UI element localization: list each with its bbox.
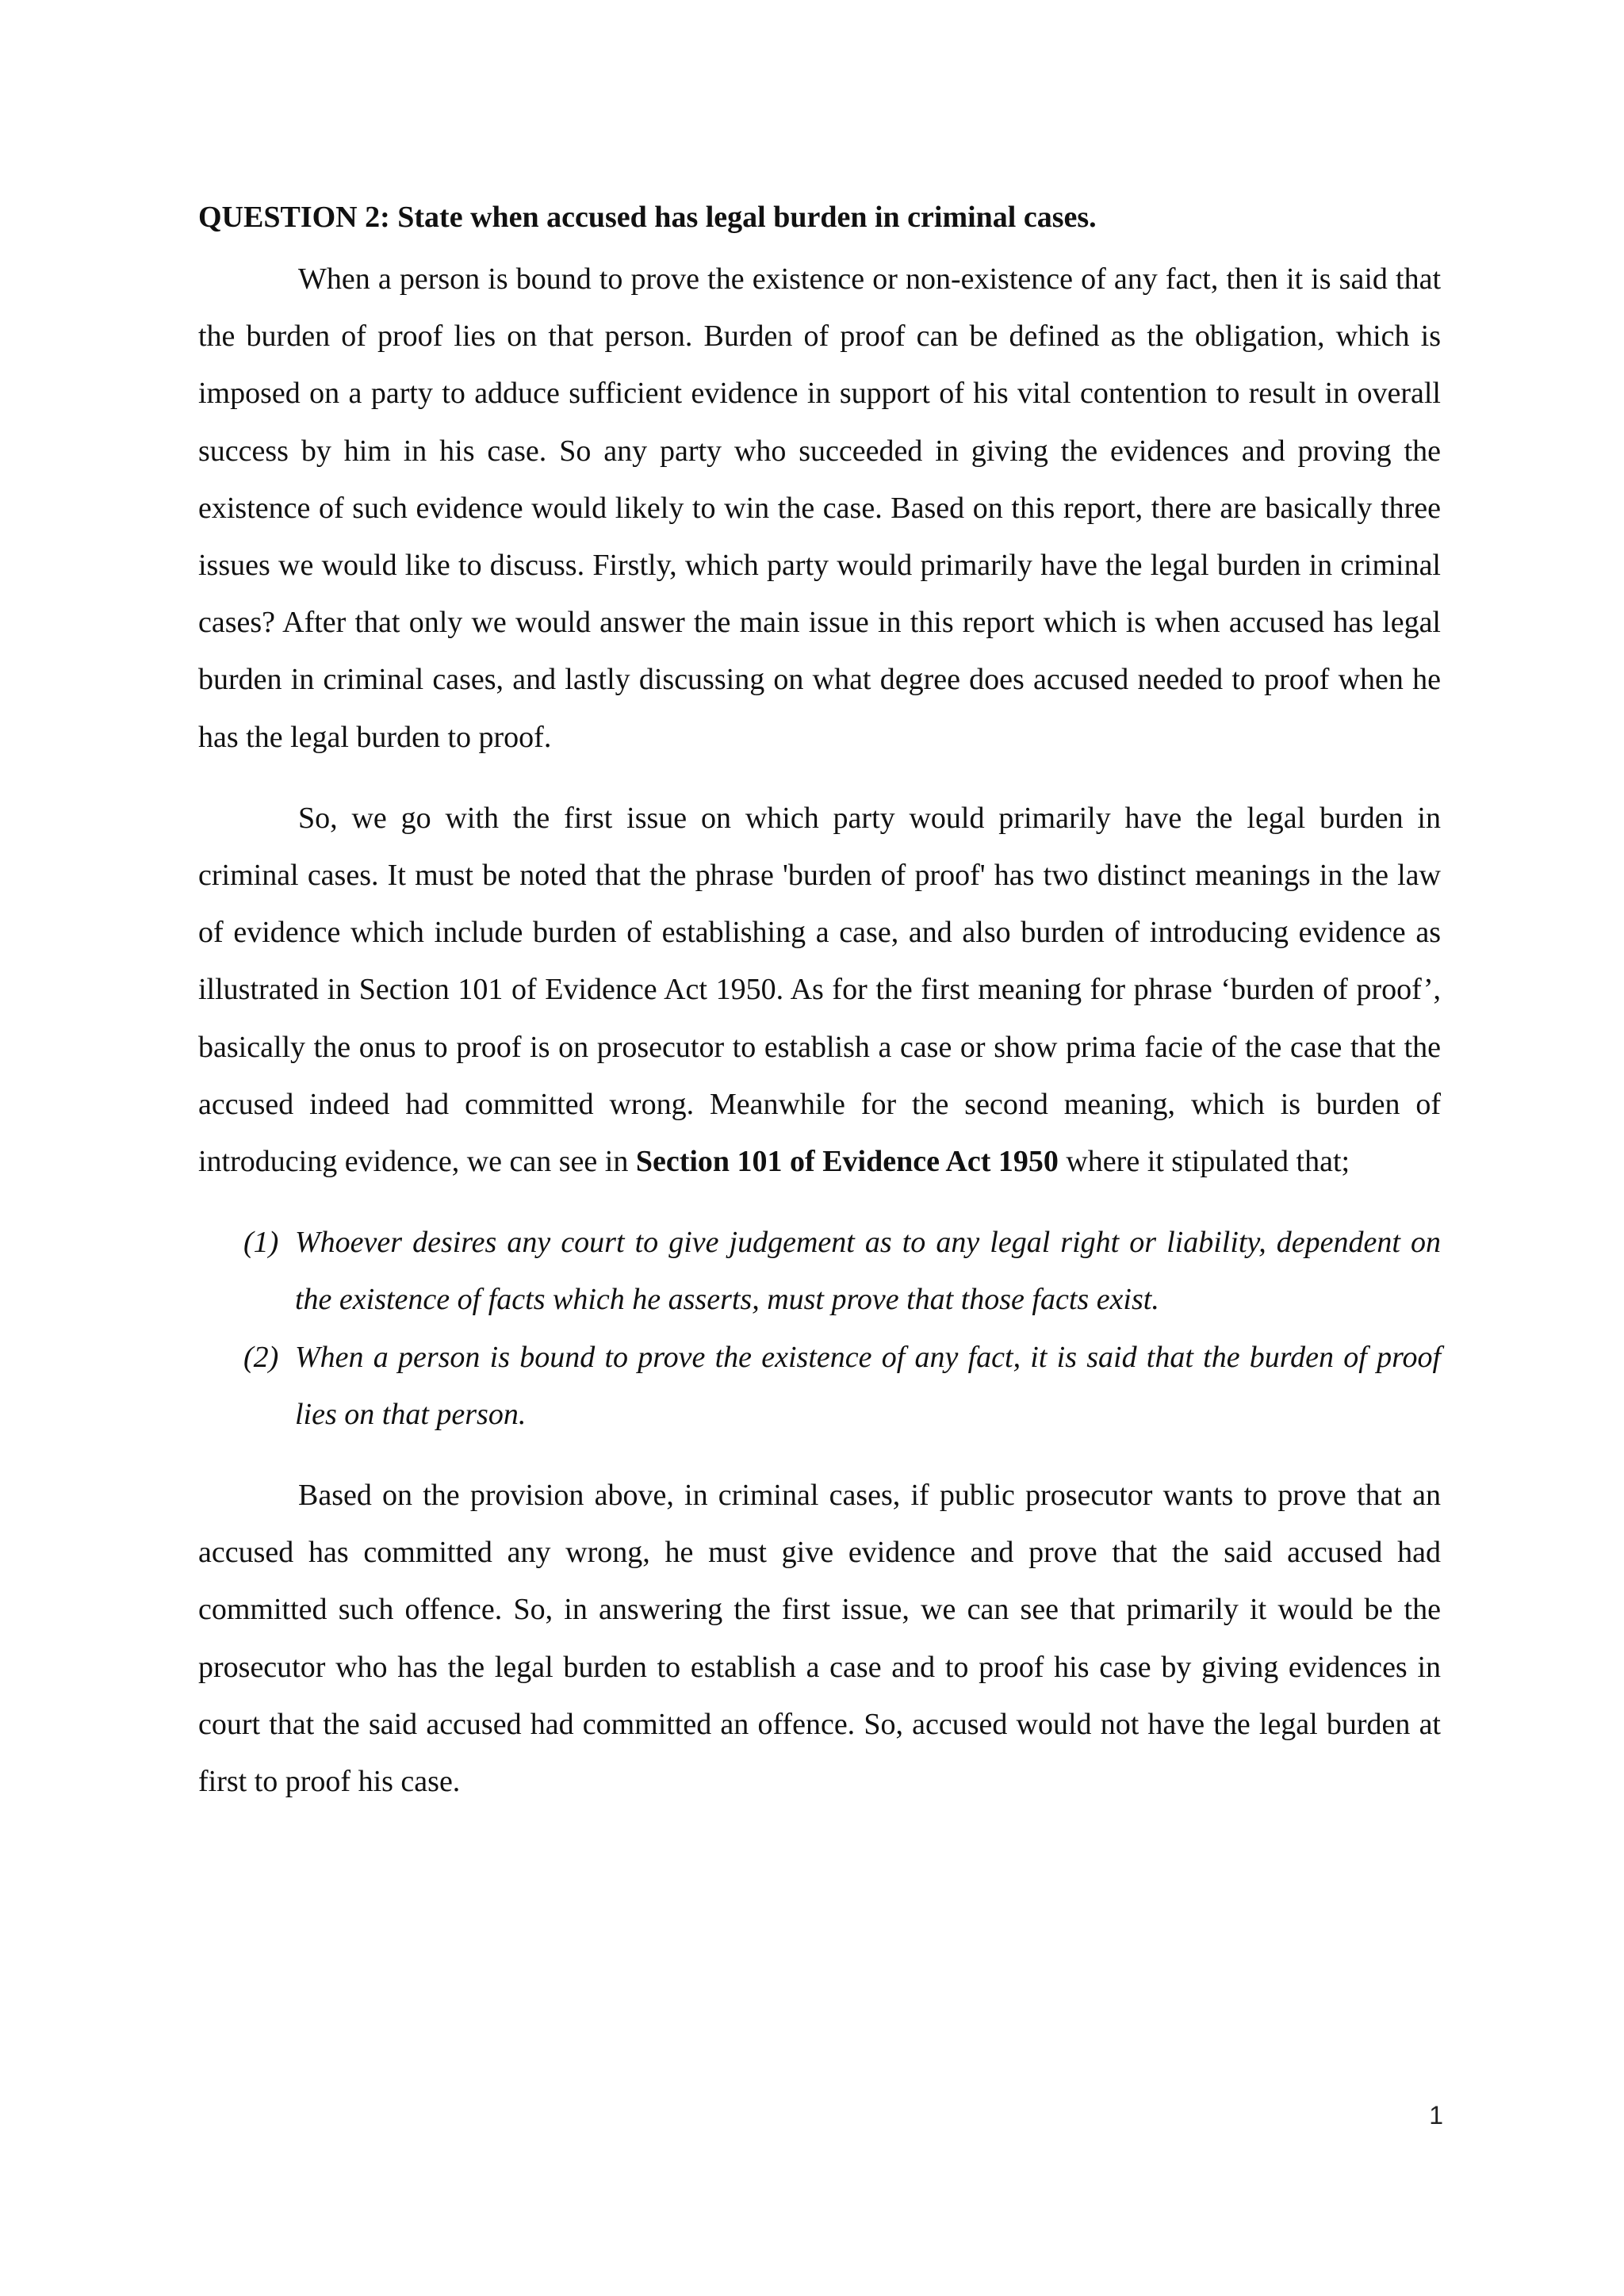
statute-quote-list	[198, 1214, 1441, 1443]
page-number: 1	[1429, 2101, 1443, 2130]
quote-number: (2)	[243, 1340, 279, 1374]
paragraph-conclusion: Based on the provision above, in criminal cases, if public prosecutor wants to prove that an accused has committed any wrong, he must give evidence and prove that the said accused had committed such offence. So, in answering the first issue, we can see that primarily it would be the prosecutor who has the legal burden to establish a case and to proof his case by giving evidences in court that the said accused had committed an offence. So, accused would not have the legal burden at first to proof his case.	[198, 1479, 1441, 1799]
quote-text: When a person is bound to prove the existence of any fact, it is said that the burden of proof lies on that person.	[295, 1340, 1441, 1431]
statute-quote-item	[198, 1214, 1441, 1328]
question-title: QUESTION 2: State when accused has legal burden in criminal cases.	[198, 201, 1097, 234]
paragraph-first-issue-tail: where it stipulated that;	[1066, 1145, 1350, 1179]
document-body	[198, 189, 1441, 1834]
quote-text: Whoever desires any court to give judgement as to any legal right or liability, dependent on the existence of facts which he asserts, must prove that those facts exist.	[295, 1226, 1441, 1317]
statute-reference: Section 101 of Evidence Act 1950	[635, 1145, 1059, 1179]
paragraph-first-issue	[198, 790, 1441, 1190]
quote-number: (1)	[243, 1226, 279, 1260]
statute-quote-item	[198, 1329, 1441, 1443]
paragraph-intro: When a person is bound to prove the existence or non-existence of any fact, then it is said that the burden of proof lies on that person. Burden of proof can be defined as the obligation, which is imposed on a party to adduce sufficient evidence in support of his vital contention to result in overall success by him in his case. So any party who succeeded in giving the evidences and proving the existence of such evidence would likely to win the case. Based on this report, there are basically three issues we would like to discuss. Firstly, which party would primarily have the legal burden in criminal cases? After that only we would answer the main issue in this report which is when accused has legal burden in criminal cases, and lastly discussing on what degree does accused needed to proof when he has the legal burden to proof.	[198, 262, 1441, 754]
paragraph-first-issue-text: So, we go with the first issue on which party would primarily have the legal burden in criminal cases. It must be noted that the phrase 'burden of proof' has two distinct meanings in the law of evidence which include burden of establishing a case, and also burden of introducing evidence as illustrated in Section 101 of Evidence Act 1950. As for the first meaning for phrase ‘burden of proof’, basically the onus to proof is on prosecutor to establish a case or show prima facie of the case that the accused indeed had committed wrong. Meanwhile for the second meaning, which is burden of introducing evidence, we can see in	[198, 801, 1441, 1179]
